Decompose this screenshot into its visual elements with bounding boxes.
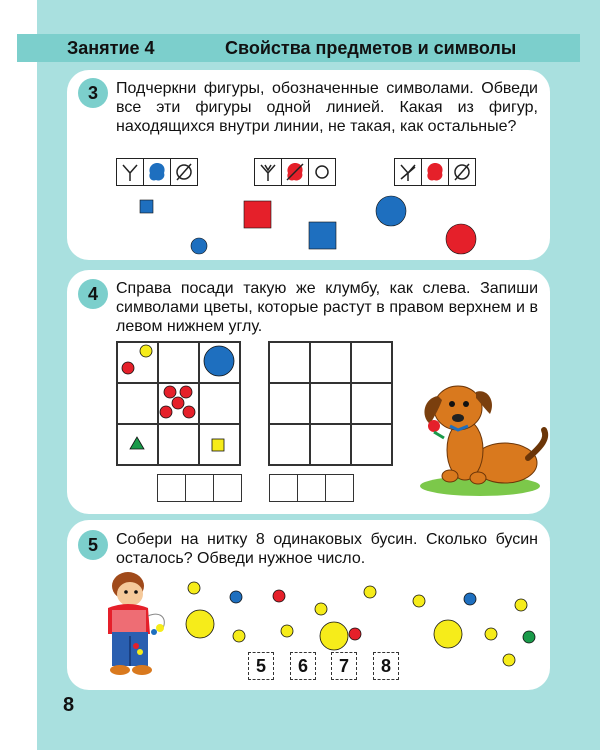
grid-cell — [117, 342, 158, 383]
task-4-text: Справа посади такую же клумбу, как слева. Запиши символами цветы, которые растут в правом верхнем и в левом нижнем углу. — [116, 280, 538, 335]
lesson-title: Свойства предметов и символы — [225, 38, 517, 58]
shape-any-symbol-icon — [117, 159, 144, 185]
grid-cell[interactable] — [310, 383, 351, 424]
task-4-number: 4 — [78, 279, 108, 309]
grid-cell — [199, 342, 240, 383]
grid-cell[interactable] — [269, 342, 310, 383]
symbol-card-2 — [254, 158, 336, 186]
grid-cell — [158, 424, 199, 465]
grid-cell — [117, 424, 158, 465]
circle-symbol-icon — [309, 159, 335, 185]
answer-cell[interactable] — [326, 475, 353, 501]
lesson-label: Занятие 4 — [67, 38, 155, 58]
symbol-card-3 — [394, 158, 476, 186]
grid-cell[interactable] — [310, 342, 351, 383]
task-3-text: Подчеркни фигуры, обозначенные символами. Обведи все эти фигуры одной линией. Какая из фигур, находящихся внутри линии, не такая, как остальные? — [116, 80, 538, 135]
task-5-number: 5 — [78, 530, 108, 560]
flowerbed-empty-grid[interactable] — [268, 341, 393, 466]
answer-boxes-top-right[interactable] — [157, 474, 242, 502]
choice-8[interactable]: 8 — [373, 652, 399, 680]
grid-cell — [117, 383, 158, 424]
grid-cell[interactable] — [351, 383, 392, 424]
grid-cell — [158, 342, 199, 383]
choice-5[interactable]: 5 — [248, 652, 274, 680]
no-size-symbol-icon — [449, 159, 475, 185]
grid-cell — [199, 383, 240, 424]
answer-cell[interactable] — [186, 475, 214, 501]
choice-6[interactable]: 6 — [290, 652, 316, 680]
boy-illustration — [92, 570, 172, 680]
answer-boxes-bottom-left[interactable] — [269, 474, 354, 502]
symbol-card-1 — [116, 158, 198, 186]
answer-cell[interactable] — [158, 475, 186, 501]
grid-cell[interactable] — [310, 424, 351, 465]
grid-cell[interactable] — [351, 342, 392, 383]
page-number: 8 — [63, 694, 75, 716]
answer-cell[interactable] — [270, 475, 298, 501]
no-size-symbol-icon — [171, 159, 197, 185]
grid-cell[interactable] — [351, 424, 392, 465]
crossed-shape-symbol-icon — [255, 159, 282, 185]
color-red-crossed-symbol-icon — [282, 159, 309, 185]
task-3-number: 3 — [78, 78, 108, 108]
color-red-symbol-icon — [422, 159, 449, 185]
choice-7[interactable]: 7 — [331, 652, 357, 680]
grid-cell — [158, 383, 199, 424]
color-blue-symbol-icon — [144, 159, 171, 185]
answer-cell[interactable] — [214, 475, 241, 501]
grid-cell — [199, 424, 240, 465]
grid-cell[interactable] — [269, 383, 310, 424]
flowerbed-sample-grid — [116, 341, 241, 466]
crossed-shape-symbol-icon — [395, 159, 422, 185]
task-5-text: Собери на нитку 8 одинаковых бусин. Сколько бусин осталось? Обведи нужное число. — [116, 531, 538, 567]
dog-illustration — [410, 368, 550, 498]
answer-cell[interactable] — [298, 475, 326, 501]
grid-cell[interactable] — [269, 424, 310, 465]
